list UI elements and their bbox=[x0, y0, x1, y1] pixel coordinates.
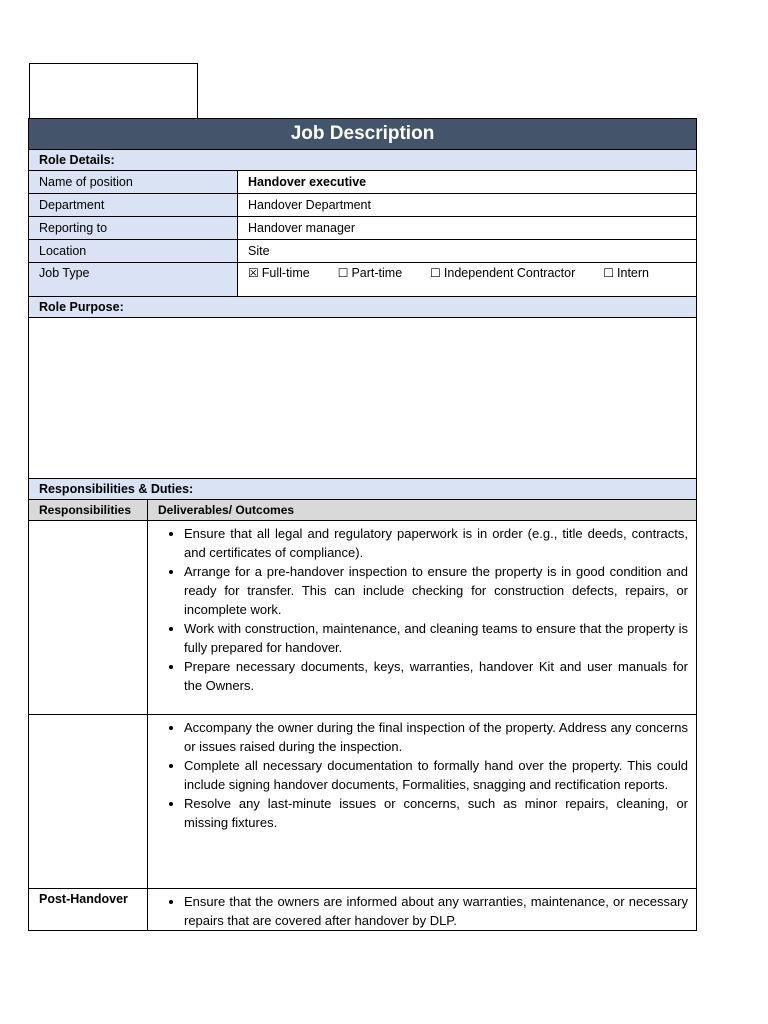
job-type-label: Job Type bbox=[29, 263, 238, 297]
role-row-reporting bbox=[29, 217, 697, 240]
role-row-department bbox=[29, 194, 697, 217]
responsibility-group-post-handover bbox=[29, 889, 697, 931]
deliverable-item: • Arrange for a pre-handover inspection to ensure the property is in good condition and ready for transfer. This can include checking for construction defects, repairs, or incomplete work. bbox=[184, 562, 688, 619]
job-description-table bbox=[28, 118, 697, 931]
job-type-option-intern[interactable] bbox=[603, 266, 649, 280]
role-purpose-heading: Role Purpose: bbox=[29, 297, 697, 318]
deliverable-item: • Accompany the owner during the final inspection of the property. Address any concerns or issues raised during the inspection. bbox=[184, 718, 688, 756]
deliverables-list bbox=[156, 718, 688, 832]
role-label: Name of position bbox=[29, 171, 238, 194]
job-type-option-full-time[interactable] bbox=[248, 266, 310, 280]
deliverable-item: • Ensure that the owners are informed about any warranties, maintenance, or necessary repairs that are covered after handover by DLP. bbox=[184, 892, 688, 930]
job-type-option-part-time[interactable] bbox=[338, 266, 402, 280]
deliverable-item: • Ensure that all legal and regulatory paperwork is in order (e.g., title deeds, contracts, and certificates of compliance). bbox=[184, 524, 688, 562]
responsibilities-column-header: Responsibilities bbox=[29, 500, 148, 521]
role-value: Site bbox=[238, 240, 697, 263]
responsibility-group-label: Post-Handover bbox=[29, 889, 148, 931]
deliverable-item: • Work with construction, maintenance, and cleaning teams to ensure that the property is fully prepared for handover. bbox=[184, 619, 688, 657]
deliverables-column-header: Deliverables/ Outcomes bbox=[148, 500, 697, 521]
job-type-option-label: Part-time bbox=[351, 266, 403, 280]
deliverables-cell bbox=[148, 889, 697, 931]
responsibility-group-label bbox=[29, 715, 148, 889]
job-type-option-label: Full-time bbox=[261, 266, 310, 280]
role-label: Department bbox=[29, 194, 238, 217]
job-type-option-label: Independent Contractor bbox=[443, 266, 576, 280]
responsibility-group-label bbox=[29, 521, 148, 715]
deliverables-list bbox=[156, 524, 688, 695]
deliverable-item: • Resolve any last-minute issues or concerns, such as minor repairs, cleaning, or missing fixtures. bbox=[184, 794, 688, 832]
deliverables-cell bbox=[148, 521, 697, 715]
role-label: Location bbox=[29, 240, 238, 263]
deliverable-item: • Prepare necessary documents, keys, warranties, handover Kit and user manuals for the Owners. bbox=[184, 657, 688, 695]
job-description-document bbox=[28, 118, 696, 931]
role-value: Handover manager bbox=[238, 217, 697, 240]
document-title: Job Description bbox=[29, 119, 697, 150]
role-value: Handover Department bbox=[238, 194, 697, 217]
responsibilities-heading: Responsibilities & Duties: bbox=[29, 479, 697, 500]
checked-box-icon[interactable]: ☒ bbox=[248, 266, 259, 280]
role-row-position bbox=[29, 171, 697, 194]
unchecked-box-icon[interactable]: ☐ bbox=[430, 266, 441, 280]
role-details-heading: Role Details: bbox=[29, 150, 697, 171]
job-type-option-label: Intern bbox=[617, 266, 649, 280]
unchecked-box-icon[interactable]: ☐ bbox=[337, 266, 349, 280]
job-type-options bbox=[238, 263, 697, 297]
role-label: Reporting to bbox=[29, 217, 238, 240]
deliverables-list bbox=[156, 892, 688, 930]
role-row-location bbox=[29, 240, 697, 263]
role-purpose-body bbox=[29, 318, 697, 479]
deliverables-cell bbox=[148, 715, 697, 889]
job-type-option-independent-contractor[interactable] bbox=[430, 266, 575, 280]
responsibility-group-handover bbox=[29, 715, 697, 889]
role-value: Handover executive bbox=[238, 171, 697, 194]
unchecked-box-icon[interactable]: ☐ bbox=[603, 266, 615, 280]
deliverable-item: • Complete all necessary documentation to formally hand over the property. This could include signing handover documents, Formalities, snagging and rectification reports. bbox=[184, 756, 688, 794]
logo-placeholder-box bbox=[29, 63, 198, 118]
responsibility-group-pre-handover bbox=[29, 521, 697, 715]
role-row-job-type bbox=[29, 263, 697, 297]
